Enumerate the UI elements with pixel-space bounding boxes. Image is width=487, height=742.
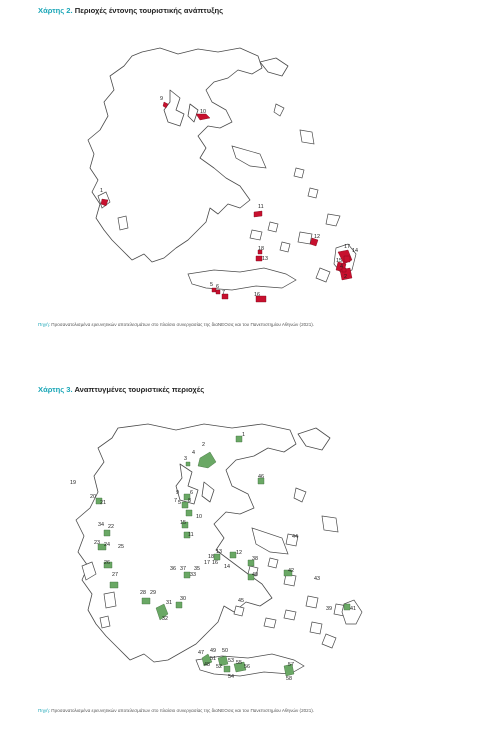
map2-label-18: 18 [208,554,214,560]
map2-label-33: 33 [190,572,196,578]
map2-label-42: 42 [288,568,294,574]
map2-label-4: 4 [192,450,195,456]
map2-label-47: 47 [198,650,204,656]
map2-label-43: 43 [314,576,320,582]
map2-label-2: 2 [202,442,205,448]
map2-zone-28 [142,598,150,604]
map1-source [38,322,314,327]
map2-label-29: 29 [150,590,156,596]
map2-label-12: 12 [236,550,242,556]
map1-label-13: 13 [262,256,268,262]
map1-label-6: 6 [216,284,219,290]
map1-label-15: 15 [336,258,342,264]
map2-label-37: 37 [180,566,186,572]
map2-label-30: 30 [180,596,186,602]
map2-label-14: 14 [224,564,230,570]
map2-zone-3 [186,462,190,466]
map2-label-31: 31 [166,600,172,606]
map1-label-4: 4 [340,264,343,270]
map2-label-13: 13 [216,549,222,555]
map2-label-39: 39 [326,606,332,612]
map2-zone-34 [104,530,110,536]
map2-label-48: 48 [204,662,210,668]
map1-label-18: 18 [258,246,264,252]
map2-label-22: 22 [108,524,114,530]
map2-label-44: 44 [292,534,298,540]
map2-label-46: 46 [258,474,264,480]
map2-zone-27 [110,582,118,588]
map2-label-50: 50 [222,648,228,654]
map2-label-10: 10 [196,514,202,520]
map2-label-58: 58 [286,676,292,682]
map2-label-40: 40 [252,572,258,578]
map2-label-36: 36 [170,566,176,572]
map2-label-8: 8 [188,498,191,504]
map2-label-56: 56 [244,664,250,670]
map2-zone-30 [176,602,182,608]
map1-label-1: 1 [100,188,103,194]
map2-label-15: 15 [180,520,186,526]
map2-label-27: 27 [112,572,118,578]
map2-title [38,385,204,394]
map1-label-5: 5 [210,282,213,288]
map1-label-9: 9 [160,96,163,102]
map2-label-51: 51 [210,656,216,662]
map2-source [38,708,314,713]
map2-label-49: 49 [210,648,216,654]
map1-source-text: Προσανατολισμένα ερευνητικών αποτελεσμάτων στο πλαίσιο συνεργασίας της διαΝΕΟσις και του Πανεπιστημίου Αθηνών (2021). [51,322,315,327]
map1-label-14: 14 [352,248,358,254]
map2-label-21: 21 [100,500,106,506]
map2-label-9: 9 [176,490,179,496]
map2-label-45: 45 [238,598,244,604]
map1-label-10: 10 [200,109,206,115]
map2-label-55: 55 [236,660,242,666]
map2-label-32: 32 [162,616,168,622]
map2-label-7: 7 [174,498,177,504]
map1-zone-6 [216,290,220,294]
map1-source-label: Πηγή: [38,322,51,327]
map1-title [38,6,223,15]
map2-label-53: 53 [228,658,234,664]
map2-zone-10 [186,510,192,516]
map2-source-label: Πηγή: [38,708,51,713]
map2-label-38: 38 [252,556,258,562]
map2-source-text: Προσανατολισμένα ερευνητικών αποτελεσμάτων στο πλαίσιο συνεργασίας της διαΝΕΟσις και του Πανεπιστημίου Αθηνών (2021). [51,708,315,713]
map1-zone-17 [344,256,350,262]
map2-title-text: Αναπτυγμένες τουριστικές περιοχές [74,385,205,394]
map1-greece [0,18,487,318]
map1-title-text: Περιοχές έντονης τουριστικής ανάπτυξης [74,6,224,15]
map2-label-1: 1 [242,432,245,438]
map2-zone-53 [224,666,230,672]
map2-label-20: 20 [90,494,96,500]
map2-label-23: 23 [94,540,100,546]
map1-label-7: 7 [222,290,225,296]
map2-label-19: 19 [70,480,76,486]
map2-label-41: 41 [350,606,356,612]
map2-label-57: 57 [288,662,294,668]
map1-title-label: Χάρτης 2. [38,6,73,15]
map1-label-12: 12 [314,234,320,240]
map2-label-52: 52 [216,664,222,670]
map2-label-11: 11 [188,532,194,538]
map2-label-16: 16 [212,560,218,566]
map1-label-11: 11 [258,204,264,210]
map2-greece [0,398,487,703]
map2-label-5: 5 [178,500,181,506]
map2-label-25: 25 [118,544,124,550]
map2-label-24: 24 [104,542,110,548]
map2-label-26: 26 [104,560,110,566]
map1-zone-11 [254,211,262,217]
map2-title-label: Χάρτης 3. [38,385,73,394]
map2-label-6: 6 [190,490,193,496]
map2-label-34: 34 [98,522,104,528]
map2-label-35: 35 [194,566,200,572]
map1-label-17: 17 [344,244,350,250]
map1-label-16: 16 [254,292,260,298]
map2-label-54: 54 [228,674,234,680]
map2-label-17: 17 [204,560,210,566]
map2-label-3: 3 [184,456,187,462]
map1-label-2: 2 [344,274,347,280]
map2-label-28: 28 [140,590,146,596]
